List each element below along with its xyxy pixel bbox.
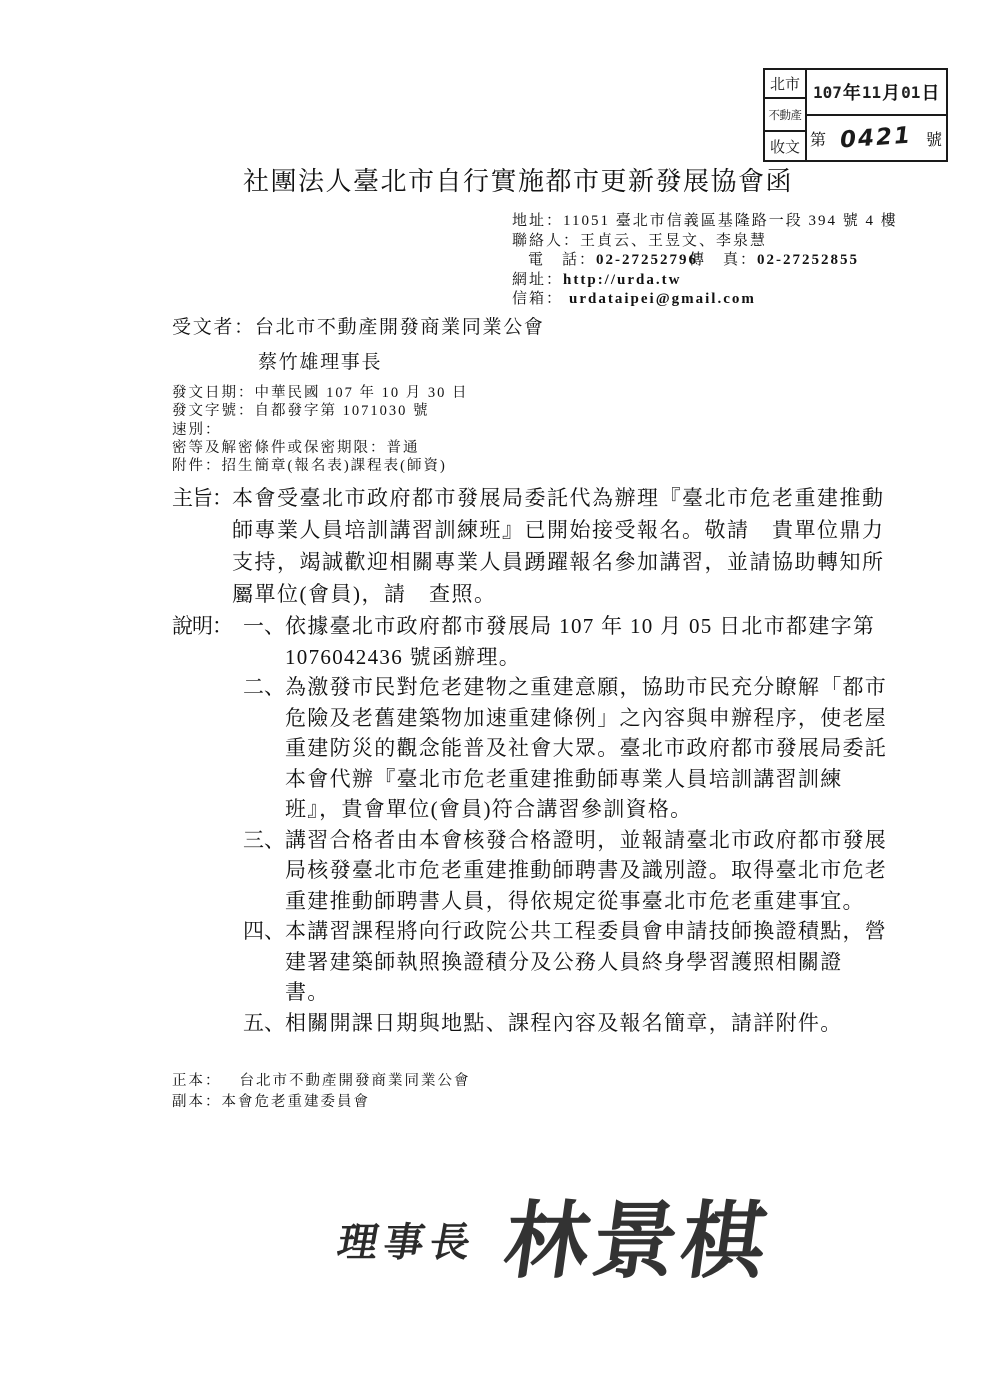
explanation-item [243,916,895,1008]
receipt-stamp [763,68,948,162]
letter-title: 社團法人臺北市自行實施都市更新發展協會函 [243,167,794,196]
explanation-item-number: 二、 [243,675,285,699]
explanation-item [243,672,895,825]
urgency-label: 速別： [172,421,222,438]
explanation-line: 重建推動師聘書人員，得依規定從事臺北市危老重建事宜。 [285,888,865,913]
explanation-item-text [285,1008,895,1039]
explanation-item-text [285,825,895,917]
stamp-received-label: 收文 [769,137,800,156]
explanation-item-text [285,611,895,672]
stamp-serial-suffix: 號 [925,131,942,149]
explanation-line: 局核發臺北市危老重建推動師聘書及識別證。取得臺北市危老 [285,858,888,882]
sender-contact-persons [512,232,898,252]
sender-fax-value: 02-27252855 [757,252,860,269]
recipient-line [172,314,545,342]
explanation-line: 為激發市民對危老建物之重建意願，協助市民充分瞭解「都市 [285,675,888,699]
stamp-org-name: 不動產 [765,99,805,132]
subject-line: 支持，竭誠歡迎相關專業人員踴躍報名參加講習，並請協助轉知所 [232,550,885,574]
stamp-received-date [807,70,946,116]
sender-website [512,271,898,291]
explanation-item-number: 三、 [243,827,285,852]
document-number-label: 發文字號： [172,403,255,420]
attachments-label: 附件： [172,458,222,475]
explanation-item-text [285,672,895,825]
issue-date [172,384,469,402]
subject-label: 主旨： [172,486,232,510]
document-meta [172,384,469,475]
original-recipient [172,1071,471,1092]
issue-date-value: 中華民國 107 年 10 月 30 日 [254,385,469,401]
sender-email [512,290,898,310]
sender-email-value: urdataipei@gmail.com [569,291,756,308]
sender-email-label: 信箱： [512,291,564,308]
stamp-year: 107 [813,82,842,102]
recipient-label: 受文者： [172,317,255,338]
classification-value: 普通 [386,439,420,456]
recipient-person: 蔡竹雄理事長 [258,352,383,373]
recipient-org: 台北市不動產開發商業同業公會 [254,317,545,338]
sender-contact-persons-value: 王貞云、王昱文、李泉慧 [580,232,768,249]
subject-section [232,482,885,610]
stamp-org-column [765,70,807,160]
explanation-line: 本講習課程將向行政院公共工程委員會申請技師換證積點，營 [285,919,888,943]
stamp-detail-column [807,70,946,160]
attachments-value: 招生簡章(報名表)課程表(師資) [221,458,447,475]
stamp-year-unit: 年 [842,83,861,103]
original-recipient-value: 台北市不動產開發商業同業公會 [239,1073,471,1089]
explanation-line: 1076042436 號函辦理。 [285,644,522,669]
subject-line: 師專業人員培訓講習訓練班』已開始接受報名。敬請 貴單位鼎力 [232,518,885,542]
signature-name: 林景棋 [498,1196,776,1289]
explanation-item-text [285,916,895,1008]
copy-recipient-label: 副本： [172,1094,222,1110]
classification-label: 密等及解密條件或保密期限： [172,439,387,456]
copy-recipient-value: 本會危老重建委員會 [221,1094,370,1110]
sender-phone-value: 02-27252796 [596,252,699,269]
sender-fax-label: 傳 真： [689,252,758,269]
explanation-label: 說明： [172,614,232,638]
subject-line: 本會受臺北市政府都市發展局委託代為辦理『臺北市危老重建推動 [232,486,885,510]
sender-website-value: http://urda.tw [563,271,682,288]
sender-phone-fax [512,251,898,271]
sender-address-value: 11051 臺北市信義區基隆路一段 394 號 4 樓 [563,213,898,229]
explanation-line: 建署建築師執照換證積分及公務人員終身學習護照相關證 [285,949,843,974]
explanation-item [243,611,895,672]
signature-title: 理事長 [334,1220,481,1265]
explanation-line: 依據臺北市政府都市發展局 107 年 10 月 05 日北市都建字第 [285,614,876,638]
stamp-serial-prefix: 第 [810,131,827,149]
explanation-line: 重建防災的觀念能普及社會大眾。臺北市政府都市發展局委託 [285,736,888,760]
stamp-org-city: 北市 [765,70,805,99]
explanation-item [243,1008,895,1039]
sender-phone-label: 電 話： [528,252,597,269]
document-number-value: 自都發字第 1071030 號 [254,403,430,420]
explanation-line: 相關開課日期與地點、課程內容及報名簡章，請詳附件。 [285,1010,843,1035]
sender-address-label: 地址： [512,213,564,229]
explanation-line: 危險及老舊建築物加速重建條例」之內容與申辦程序，使老屋 [285,705,888,730]
document-number [172,402,469,420]
stamp-month-unit: 月 [882,83,901,103]
issue-date-label: 發文日期： [172,385,255,401]
sender-fax [689,252,859,268]
subject-line: 屬單位(會員)，請 查照。 [232,582,497,606]
urgency [172,421,469,439]
stamp-month: 11 [861,82,882,102]
stamp-serial-number [807,116,946,160]
sender-address [512,212,898,232]
attachments [172,457,469,475]
original-recipient-label: 正本： [172,1073,222,1089]
explanation-item-number: 四、 [243,919,285,943]
explanation-line: 本會代辦『臺北市危老重建推動師專業人員培訓講習訓練 [285,766,843,791]
sender-phone [512,251,699,271]
explanation-item [243,825,895,917]
explanation-line: 講習合格者由本會核發合格證明，並報請臺北市政府都市發展 [285,827,888,852]
explanation-line: 書。 [285,980,330,1004]
stamp-day: 01 [901,82,921,102]
stamp-serial-value: 0421 [839,122,913,154]
sender-contact-persons-label: 聯絡人： [512,232,581,249]
explanation-line: 班』，貴會單位(會員)符合講習參訓資格。 [285,797,693,821]
sender-contact-block [512,212,898,310]
explanation-item-number: 五、 [243,1010,285,1035]
copy-recipient [172,1092,471,1113]
stamp-day-unit: 日 [921,83,940,103]
sender-website-label: 網址： [512,271,564,288]
classification [172,439,469,457]
explanation-section [243,611,895,1038]
distribution-list [172,1071,471,1113]
explanation-item-number: 一、 [243,614,285,638]
